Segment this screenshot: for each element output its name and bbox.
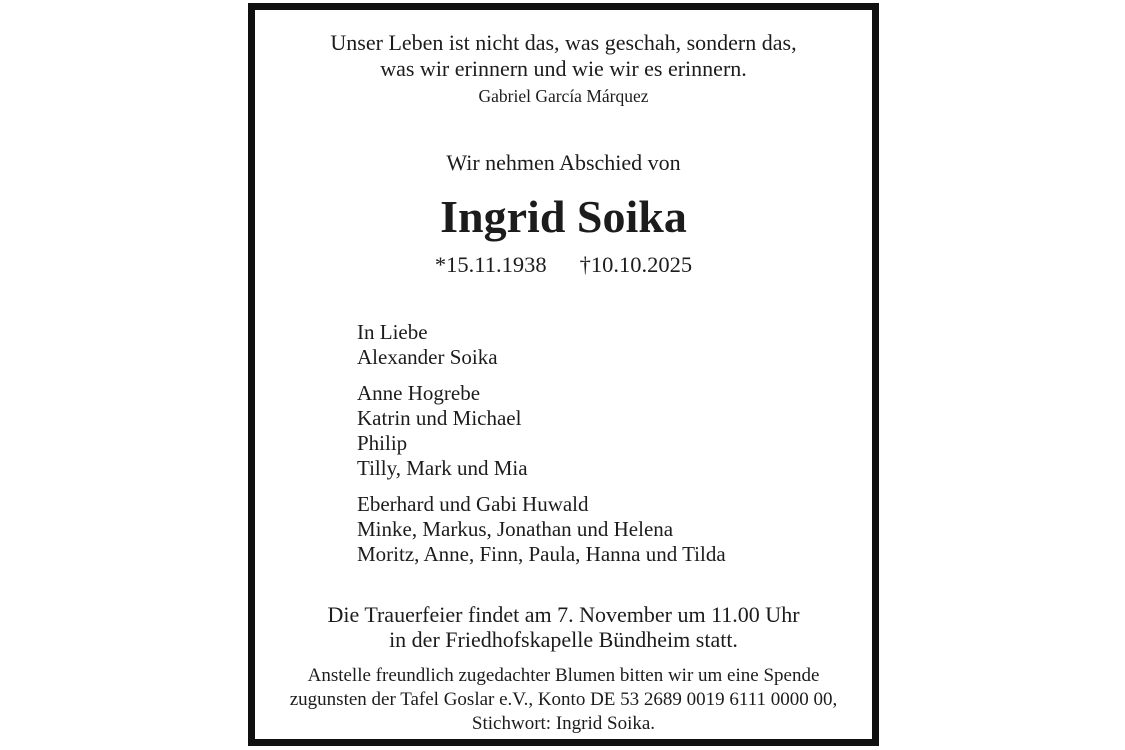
mourner-group-family <box>357 320 872 370</box>
mourner-group-hogrebe <box>357 381 872 481</box>
donation-line-1: Anstelle freundlich zugedachter Blumen bitten wir um eine Spende <box>307 665 820 686</box>
donation-line-3: Stichwort: Ingrid Soika. <box>471 713 656 734</box>
death-date: †10.10.2025 <box>579 252 693 277</box>
birth-date: *15.11.1938 <box>434 252 547 277</box>
mourners-list <box>255 320 872 567</box>
donation-line-2: zugunsten der Tafel Goslar e.V., Konto DE 53 2689 0019 6111 0000 00, <box>289 689 838 710</box>
mourner-line: Tilly, Mark und Mia <box>357 456 528 480</box>
mourner-line: Minke, Markus, Jonathan und Helena <box>357 517 674 541</box>
farewell-intro: Wir nehmen Abschied von <box>446 150 681 175</box>
funeral-line-1: Die Trauerfeier findet am 7. November um 11.00 Uhr <box>327 602 800 627</box>
deceased-name: Ingrid Soika <box>440 191 687 242</box>
mourner-line: Eberhard und Gabi Huwald <box>357 492 589 516</box>
mourner-line: Philip <box>357 431 408 455</box>
quote-line-2: was wir erinnern und wie wir es erinnern. <box>380 56 747 81</box>
mourner-line: In Liebe <box>357 320 428 344</box>
memorial-quote <box>255 30 872 82</box>
mourner-line: Alexander Soika <box>357 345 498 369</box>
funeral-line-2: in der Friedhofskapelle Bündheim statt. <box>389 627 738 652</box>
quote-attribution: Gabriel García Márquez <box>478 86 649 106</box>
life-dates <box>255 252 872 278</box>
mourner-line: Moritz, Anne, Finn, Paula, Hanna und Tilda <box>357 542 726 566</box>
mourner-line: Anne Hogrebe <box>357 381 481 405</box>
mourner-group-huwald <box>357 492 872 567</box>
quote-line-1: Unser Leben ist nicht das, was geschah, sondern das, <box>330 30 797 55</box>
mourner-line: Katrin und Michael <box>357 406 522 430</box>
memorial-card <box>248 3 879 746</box>
donation-info <box>255 664 872 736</box>
funeral-info <box>255 602 872 652</box>
